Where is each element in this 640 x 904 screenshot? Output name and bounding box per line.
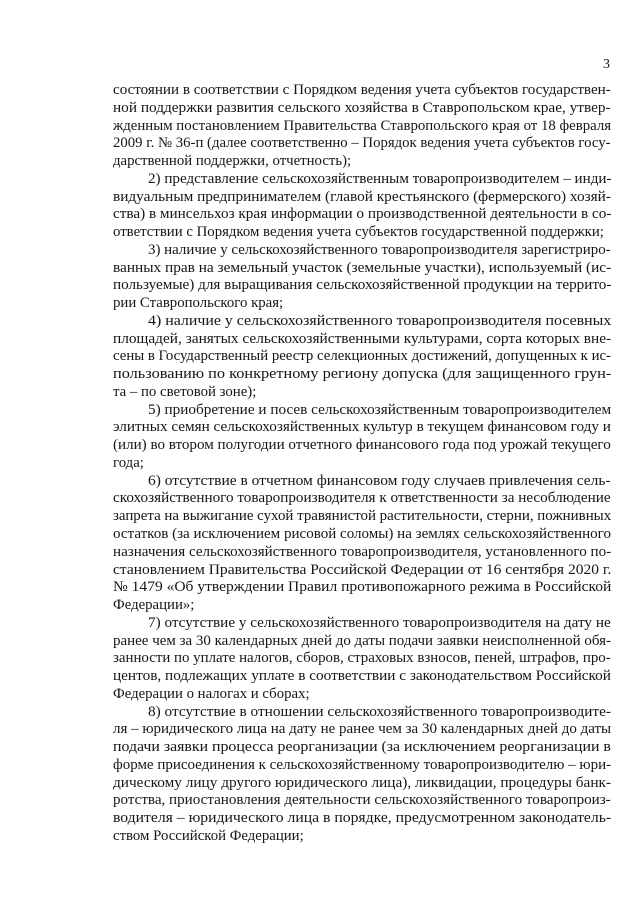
text-line: ротства, приостановления деятельности сельскохозяйственного товаропроиз- — [113, 792, 611, 808]
text-line: состоянии в соответствии с Порядком ведения учета субъектов государствен- — [113, 82, 611, 98]
text-line: ответствии с Порядком ведения учета субъектов государственной поддержки; — [113, 224, 604, 240]
text-line: запрета на выжигание сухой травянистой растительности, стерни, пожнивных — [113, 508, 612, 524]
text-line: 2) представление сельскохозяйственным товаропроизводителем – инди- — [148, 171, 612, 187]
text-line: пользуемые) для выращивания сельскохозяйственной продукции на террито- — [113, 277, 612, 293]
text-line: скохозяйственного товаропроизводителя к ответственности за несоблюдение — [113, 490, 611, 506]
text-line: сены в Государственный реестр селекционных достижений, допущенных к ис- — [113, 348, 611, 364]
text-line: ной поддержки развития сельского хозяйства в Ставропольском крае, утвер- — [113, 100, 611, 116]
text-line: остатков (за исключением рисовой соломы) на землях сельскохозяйственного — [113, 526, 611, 542]
text-line: дическому лицу другого юридического лица), ликвидации, процедуры банк- — [113, 775, 612, 791]
text-line: 6) отсутствие в отчетном финансовом году случаев привлечения сель- — [148, 473, 611, 489]
text-line: 3) наличие у сельскохозяйственного товаропроизводителя зарегистриро- — [148, 242, 611, 258]
text-line: № 1479 «Об утверждении Правил противопожарного режима в Российской — [113, 579, 612, 595]
text-line: та – по световой зоне); — [113, 384, 257, 400]
text-line: Федерации о налогах и сборах; — [113, 686, 310, 702]
text-line: элитных семян сельскохозяйственных культур в текущем финансовом году и — [113, 419, 611, 435]
text-line: занности по уплате налогов, сборов, страховых взносов, пеней, штрафов, про- — [113, 650, 611, 666]
text-line: 7) отсутствие у сельскохозяйственного товаропроизводителя на дату не — [148, 615, 611, 631]
text-line: водителя – юридического лица в порядке, предусмотренном законодатель- — [113, 810, 612, 826]
text-line: ля – юридического лица на дату не ранее чем за 30 календарных дней до даты — [113, 721, 612, 737]
text-line: Федерации»; — [113, 597, 195, 613]
text-line: площадей, занятых сельскохозяйственными культурами, сорта которых вне- — [113, 331, 612, 347]
text-line: ванных прав на земельный участок (земельные участки), используемый (ис- — [113, 260, 612, 276]
text-line: дарственной поддержки, отчетность); — [113, 153, 352, 169]
text-line: пользованию по конкретному региону допуска (для защищенного грун- — [113, 366, 612, 382]
text-line: жденным постановлением Правительства Ставропольского края от 18 февраля — [113, 118, 612, 134]
text-line: центов, подлежащих уплате в соответствии с законодательством Российской — [113, 668, 611, 684]
text-line: ством Российской Федерации; — [113, 828, 304, 844]
text-line: подачи заявки процесса реорганизации (за исключением реорганизации в — [113, 739, 611, 755]
text-line: рии Ставропольского края; — [113, 295, 284, 311]
text-line: становлением Правительства Российской Федерации от 16 сентября 2020 г. — [113, 562, 612, 578]
text-line: видуальным предпринимателем (главой крестьянского (фермерского) хозяй- — [113, 189, 611, 205]
text-line: года; — [113, 455, 144, 471]
text-line: 8) отсутствие в отношении сельскохозяйственного товаропроизводите- — [148, 704, 611, 720]
text-line: назначения сельскохозяйственного товаропроизводителя, установленного по- — [113, 544, 612, 560]
page-number: 3 — [603, 57, 610, 72]
text-line: ранее чем за 30 календарных дней до даты подачи заявки неисполненной обя- — [113, 633, 612, 649]
text-line: форме присоединения к сельскохозяйственному товаропроизводителю – юри- — [113, 757, 612, 773]
text-line: 2009 г. № 36-п (далее соответственно – Порядок ведения учета субъектов госу- — [113, 135, 611, 151]
text-line: (или) во втором полугодии отчетного финансового года под урожай текущего — [113, 437, 611, 453]
text-line: 5) приобретение и посев сельскохозяйственным товаропроизводителем — [148, 402, 612, 418]
text-line: 4) наличие у сельскохозяйственного товаропроизводителя посевных — [148, 313, 612, 329]
text-line: ства) в минсельхоз края информации о производственной деятельности в со- — [113, 206, 612, 222]
